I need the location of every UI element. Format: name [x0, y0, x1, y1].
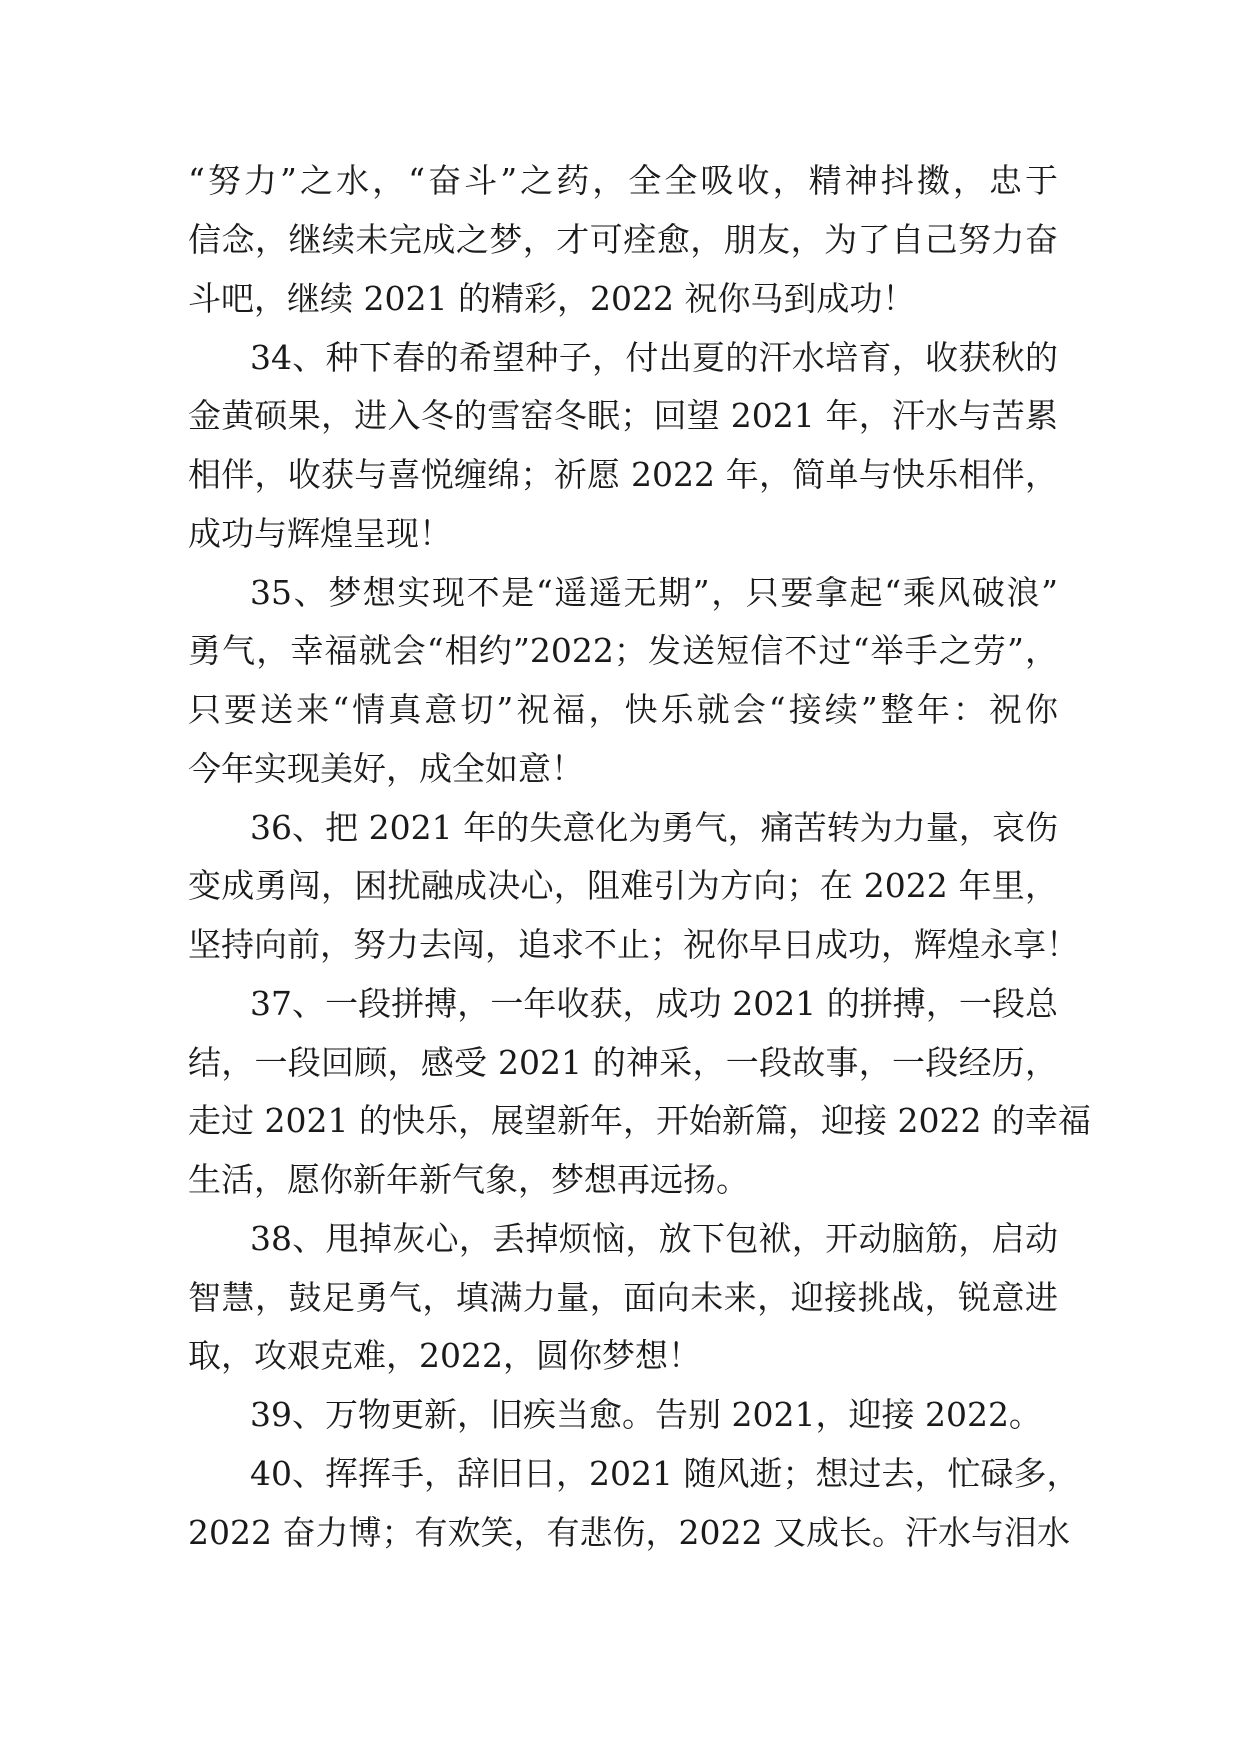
text-line: 40、挥挥手，辞旧日，2021 随风逝；想过去，忙碌多， — [250, 1454, 1080, 1493]
text-line: 相伴，收获与喜悦缠绵；祈愿 2022 年，简单与快乐相伴， — [188, 455, 1058, 494]
text-line: 成功与辉煌呈现！ — [188, 514, 452, 553]
text-line: 智慧，鼓足勇气，填满力量，面向未来，迎接挑战，锐意进 — [188, 1278, 1058, 1317]
text-line: 取，攻艰克难，2022，圆你梦想！ — [188, 1336, 701, 1375]
text-line: 坚持向前，努力去闯，追求不止；祝你早日成功，辉煌永享！ — [188, 925, 1079, 964]
text-line: 信念，继续未完成之梦，才可痊愈，朋友，为了自己努力奋 — [188, 220, 1058, 259]
text-line: 今年实现美好，成全如意！ — [188, 749, 584, 788]
text-line: “努力”之水，“奋斗”之药，全全吸收，精神抖擞，忠于 — [188, 161, 1058, 200]
text-line: 金黄硕果，进入冬的雪窑冬眠；回望 2021 年，汗水与苦累 — [188, 396, 1058, 435]
text-line: 变成勇闯，困扰融成决心，阻难引为方向；在 2022 年里， — [188, 866, 1058, 905]
text-line: 生活，愿你新年新气象，梦想再远扬。 — [188, 1160, 749, 1199]
text-line: 走过 2021 的快乐，展望新年，开始新篇，迎接 2022 的幸福 — [188, 1101, 1091, 1140]
text-line: 38、甩掉灰心，丢掉烦恼，放下包袱，开动脑筋，启动 — [250, 1219, 1058, 1258]
text-line: 勇气，幸福就会“相约”2022；发送短信不过“举手之劳”， — [188, 631, 1058, 670]
text-line: 2022 奋力博；有欢笑，有悲伤，2022 又成长。汗水与泪水 — [188, 1513, 1070, 1552]
text-line: 34、种下春的希望种子，付出夏的汗水培育，收获秋的 — [250, 338, 1058, 377]
text-line: 结，一段回顾，感受 2021 的神采，一段故事，一段经历， — [188, 1043, 1058, 1082]
text-line: 只要送来“情真意切”祝福，快乐就会“接续”整年：祝你 — [188, 690, 1058, 729]
text-line: 斗吧，继续 2021 的精彩，2022 祝你马到成功！ — [188, 279, 916, 318]
text-line: 39、万物更新，旧疾当愈。告别 2021，迎接 2022。 — [250, 1395, 1042, 1434]
text-line: 35、梦想实现不是“遥遥无期”，只要拿起“乘风破浪” — [250, 573, 1058, 612]
text-line: 37、一段拼搏，一年收获，成功 2021 的拼搏，一段总 — [250, 984, 1058, 1023]
text-line: 36、把 2021 年的失意化为勇气，痛苦转为力量，哀伤 — [250, 808, 1058, 847]
